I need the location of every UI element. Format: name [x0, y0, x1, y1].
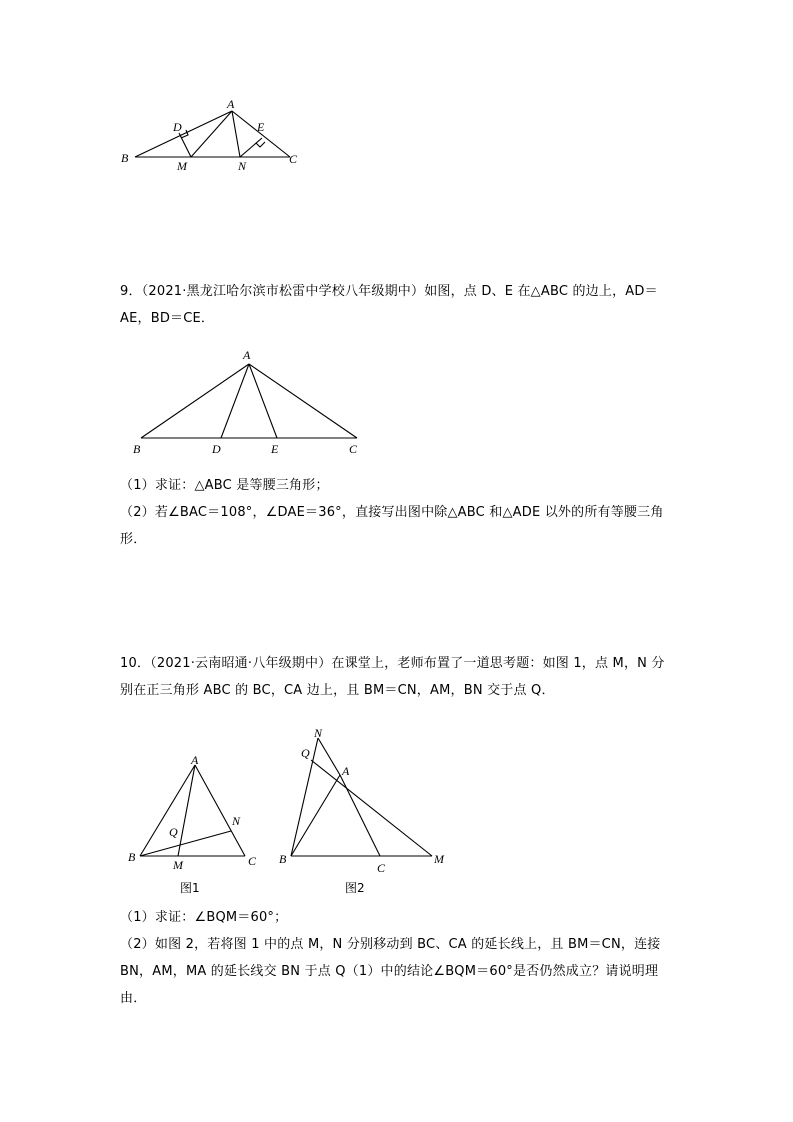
figure-q8 [0, 0, 793, 190]
q9-line-2: AE，BD＝CE． [120, 311, 215, 326]
figure-q10 [0, 720, 793, 900]
segment-am [191, 111, 232, 157]
figure-q8-svg [0, 0, 793, 190]
segment-ac [195, 765, 245, 856]
q9-part-1: （1）求证：△ABC 是等腰三角形； [120, 478, 329, 493]
segment-ac [232, 111, 290, 157]
segment-ac [249, 364, 357, 438]
figure-1-caption: 图1 [180, 881, 200, 895]
segment-an-extension [318, 738, 340, 775]
q9-part-2-line-1: （2）若∠BAC＝108°，∠DAE＝36°，直接写出图中除△ABC 和△ADE 以外的所有等腰三角 [120, 505, 664, 520]
figure-1 [128, 753, 257, 895]
label-m: M [434, 852, 444, 866]
figure-2 [279, 726, 445, 895]
label-d: D [212, 442, 221, 456]
q10-line-2: 别在正三角形 ABC 的 BC，CA 边上，且 BM＝CN，AM，BN 交于点 Q． [120, 683, 555, 698]
label-m: M [177, 159, 187, 173]
label-e: E [271, 442, 279, 456]
segment-ba [141, 364, 249, 438]
figure-q9 [0, 330, 793, 470]
segment-ba [135, 111, 232, 157]
label-b: B [279, 852, 287, 866]
question-10-text [120, 650, 680, 704]
label-n: N [238, 159, 247, 173]
label-c: C [248, 854, 257, 868]
label-a: A [227, 97, 235, 111]
label-b: B [128, 850, 136, 864]
label-a: A [243, 348, 251, 362]
label-e: E [257, 120, 265, 134]
segment-mq [311, 760, 432, 856]
q10-part-2-line-1: （2）如图 2，若将图 1 中的点 M，N 分别移动到 BC、CA 的延长线上，且 BM＝CN，连接 [120, 937, 661, 952]
q10-part-1: （1）求证：∠BQM＝60°； [120, 910, 288, 925]
label-n: N [314, 726, 323, 740]
label-c: C [289, 152, 298, 166]
segment-ne [240, 138, 262, 157]
figure-q9-svg [0, 330, 793, 470]
label-q: Q [301, 746, 310, 760]
label-q: Q [169, 825, 178, 839]
label-b: B [133, 442, 141, 456]
segment-ba [291, 775, 340, 856]
segment-ad [221, 364, 249, 438]
figure-q10-svg [0, 720, 793, 900]
q9-line-1: 9．（2021·黑龙江哈尔滨市松雷中学校八年级期中）如图，点 D、E 在△ABC 的边上，AD＝ [120, 284, 658, 299]
label-n: N [232, 814, 241, 828]
q10-line-1: 10．（2021·云南昭通·八年级期中）在课堂上，老师布置了一道思考题：如图 1，点 M，N 分 [120, 656, 665, 671]
label-b: B [121, 151, 129, 165]
segment-bn [140, 831, 231, 856]
label-d: D [173, 120, 182, 134]
q10-part-2-line-2: BN，AM，MA 的延长线交 BN 于点 Q（1）中的结论∠BQM＝60°是否仍然成立？请说明理 [120, 964, 659, 979]
question-9-parts [120, 472, 680, 553]
label-a: A [342, 764, 350, 778]
segment-ae [249, 364, 277, 438]
question-9-text [120, 278, 680, 332]
label-m: M [173, 858, 183, 872]
label-c: C [377, 861, 386, 875]
q10-part-2-line-3: 由． [120, 991, 147, 1006]
figure-2-caption: 图2 [345, 881, 365, 895]
right-angle-mark-e [256, 142, 265, 147]
label-a: A [191, 753, 199, 767]
label-c: C [349, 442, 358, 456]
q9-part-2-line-2: 形． [120, 532, 147, 547]
question-10-parts [120, 904, 680, 1012]
segment-an [232, 111, 240, 157]
